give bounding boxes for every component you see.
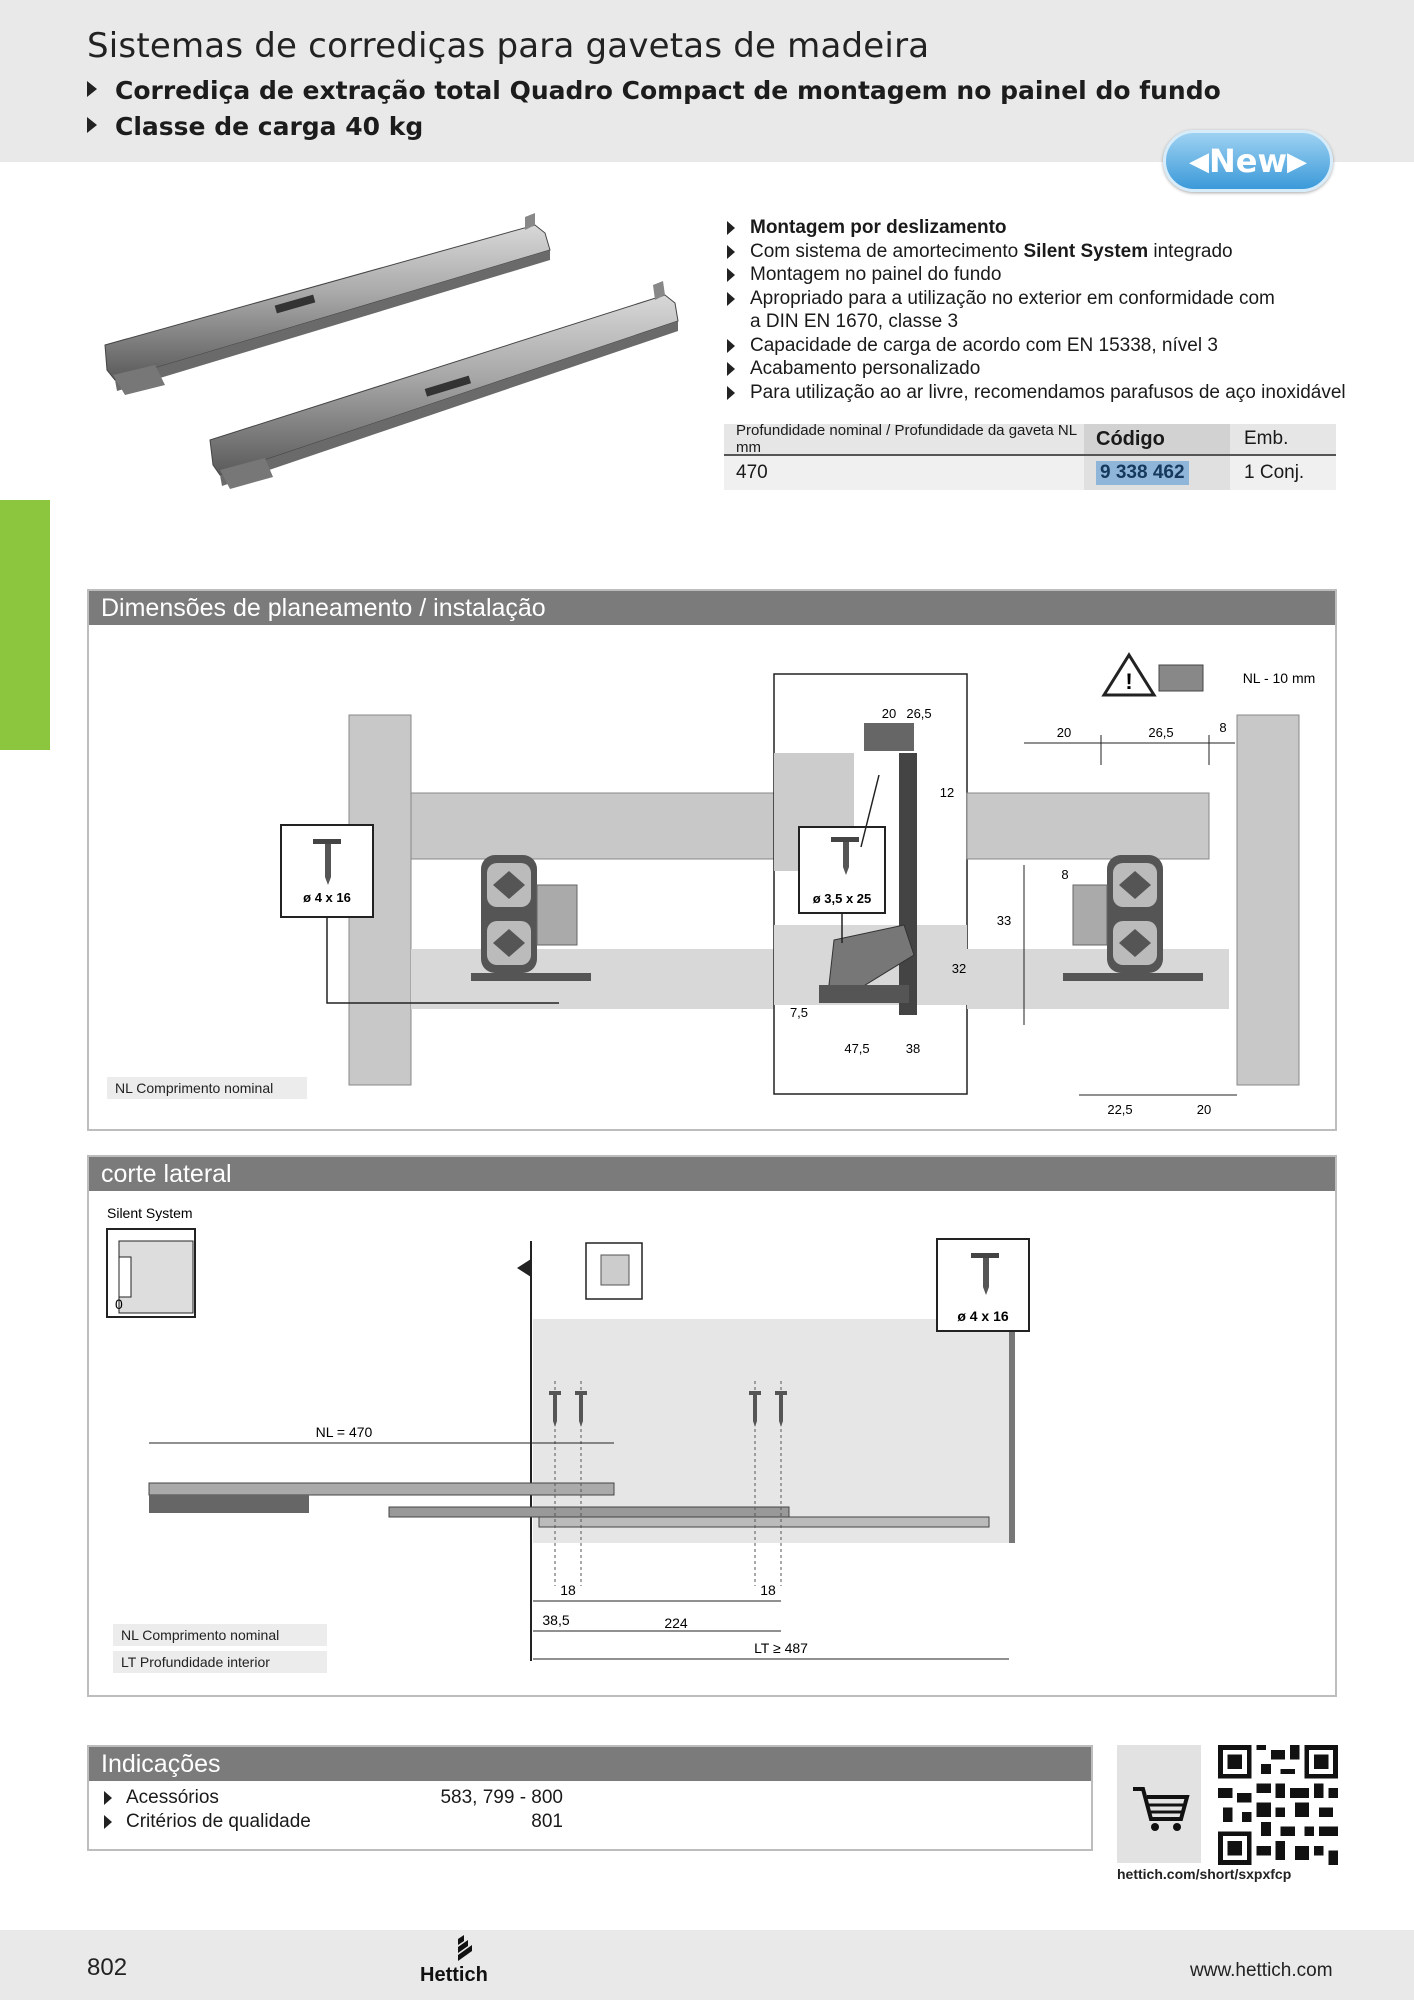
feature-item: Com sistema de amortecimento Silent System integrado bbox=[724, 240, 1354, 264]
side-drawing bbox=[89, 1191, 1335, 1697]
article-code-link[interactable]: 9 338 462 bbox=[1096, 461, 1189, 485]
new-badge-label: New bbox=[1208, 142, 1288, 180]
section-title: Dimensões de planeamento / instalação bbox=[89, 591, 1335, 625]
shop-link[interactable] bbox=[1117, 1745, 1201, 1863]
dim-18-left: 18 bbox=[560, 1582, 576, 1598]
dim-224: 224 bbox=[664, 1615, 688, 1631]
left-arrow-icon: ◀ bbox=[1188, 147, 1209, 177]
dim-38-5: 38,5 bbox=[542, 1612, 570, 1628]
cell-depth: 470 bbox=[736, 462, 768, 483]
list-item[interactable] bbox=[100, 1810, 563, 1834]
dim-right-top-c: 8 bbox=[1219, 720, 1227, 735]
feature-item: Montagem no painel do fundo bbox=[724, 263, 1354, 287]
silent-system-value: 0 bbox=[115, 1296, 123, 1312]
product-table bbox=[724, 424, 1336, 490]
subtitle-1-text: Corrediça de extração total Quadro Compact de montagem no painel do fundo bbox=[115, 76, 1221, 105]
dim-lt: LT ≥ 487 bbox=[754, 1640, 808, 1656]
header-pack: Emb. bbox=[1244, 428, 1289, 449]
subtitle-2 bbox=[87, 112, 423, 141]
feature-item: Acabamento personalizado bbox=[724, 357, 1354, 381]
dim-center-top-b: 26,5 bbox=[906, 706, 932, 721]
indication-name: Acessórios bbox=[100, 1786, 423, 1810]
right-arrow-icon: ▶ bbox=[1287, 147, 1308, 177]
legend-nl: NL Comprimento nominal bbox=[113, 1624, 327, 1646]
shopping-cart-icon bbox=[1117, 1745, 1201, 1863]
indication-pages[interactable]: 801 bbox=[531, 1811, 563, 1832]
legend-lt: LT Profundidade interior bbox=[113, 1651, 327, 1673]
bullet-arrow-icon bbox=[87, 81, 97, 97]
dim-center-right: 32 bbox=[951, 961, 967, 976]
header-code: Código bbox=[1084, 424, 1230, 454]
silent-system-label: Silent System bbox=[107, 1205, 193, 1221]
header-depth: Profundidade nominal / Profundidade da gaveta NL mm bbox=[736, 422, 1077, 456]
indication-name: Critérios de qualidade bbox=[100, 1810, 423, 1834]
hettich-logo bbox=[418, 1935, 498, 1987]
dim-center-bottom-a: 47,5 bbox=[844, 1041, 870, 1056]
dim-center-bottom-b: 38 bbox=[905, 1041, 921, 1056]
dim-right-v-b: 33 bbox=[996, 913, 1012, 928]
warning-icon: ! bbox=[1125, 669, 1133, 694]
legend-nl: NL Comprimento nominal bbox=[107, 1077, 307, 1099]
chapter-tab[interactable] bbox=[0, 500, 50, 750]
dim-right-bottom-a: 22,5 bbox=[1107, 1102, 1133, 1117]
bullet-arrow-icon bbox=[87, 117, 97, 133]
table-header bbox=[724, 424, 1336, 456]
feature-item: Para utilização ao ar livre, recomendamos parafusos de aço inoxidável bbox=[724, 381, 1354, 405]
dim-right-top-a: 20 bbox=[1056, 725, 1072, 740]
dim-right-bottom-b: 20 bbox=[1196, 1102, 1212, 1117]
side-section bbox=[87, 1155, 1337, 1697]
website-link[interactable]: www.hettich.com bbox=[1190, 1960, 1333, 1981]
feature-list bbox=[724, 216, 1354, 404]
dim-center-top-a: 20 bbox=[881, 706, 897, 721]
section-title: corte lateral bbox=[89, 1157, 1335, 1191]
product-image bbox=[95, 205, 695, 505]
page-number: 802 bbox=[87, 1954, 128, 1981]
svg-text:Hettich: Hettich bbox=[420, 1964, 488, 1986]
table-row bbox=[724, 456, 1336, 490]
feature-item: Apropriado para a utilização no exterior em conformidade com a DIN EN 1670, classe 3 bbox=[724, 287, 1354, 334]
dim-18-right: 18 bbox=[760, 1582, 776, 1598]
cell-code[interactable] bbox=[1084, 456, 1230, 490]
page-title: Sistemas de corrediças para gavetas de madeira bbox=[87, 26, 930, 66]
list-item[interactable] bbox=[100, 1786, 563, 1810]
brand-logo bbox=[418, 1935, 498, 1991]
indication-pages[interactable]: 583, 799 - 800 bbox=[440, 1787, 563, 1808]
dim-center-side: 12 bbox=[939, 785, 955, 800]
cell-pack: 1 Conj. bbox=[1244, 462, 1305, 483]
dim-right-v-a: 8 bbox=[1061, 867, 1069, 882]
planning-section bbox=[87, 589, 1337, 1131]
installation-drawing bbox=[89, 625, 1335, 1131]
subtitle-2-text: Classe de carga 40 kg bbox=[115, 112, 424, 141]
qr-code[interactable] bbox=[1218, 1745, 1338, 1865]
dim-center-left: 7,5 bbox=[789, 1005, 809, 1020]
qr-url[interactable]: hettich.com/short/sxpxfcp bbox=[1117, 1866, 1292, 1882]
screw-label-side: ø 4 x 16 bbox=[957, 1308, 1009, 1324]
dim-nl: NL = 470 bbox=[315, 1424, 373, 1440]
feature-item: Capacidade de carga de acordo com EN 15338, nível 3 bbox=[724, 334, 1354, 358]
warning-label: NL - 10 mm bbox=[1242, 670, 1316, 686]
indications-list bbox=[100, 1786, 563, 1834]
new-badge bbox=[1163, 130, 1333, 192]
screw-label-center: ø 3,5 x 25 bbox=[812, 891, 872, 906]
feature-item: Montagem por deslizamento bbox=[724, 216, 1354, 240]
screw-label-left: ø 4 x 16 bbox=[303, 890, 351, 905]
dim-right-top-b: 26,5 bbox=[1148, 725, 1174, 740]
subtitle-1 bbox=[87, 76, 1221, 105]
section-title: Indicações bbox=[89, 1747, 1091, 1781]
